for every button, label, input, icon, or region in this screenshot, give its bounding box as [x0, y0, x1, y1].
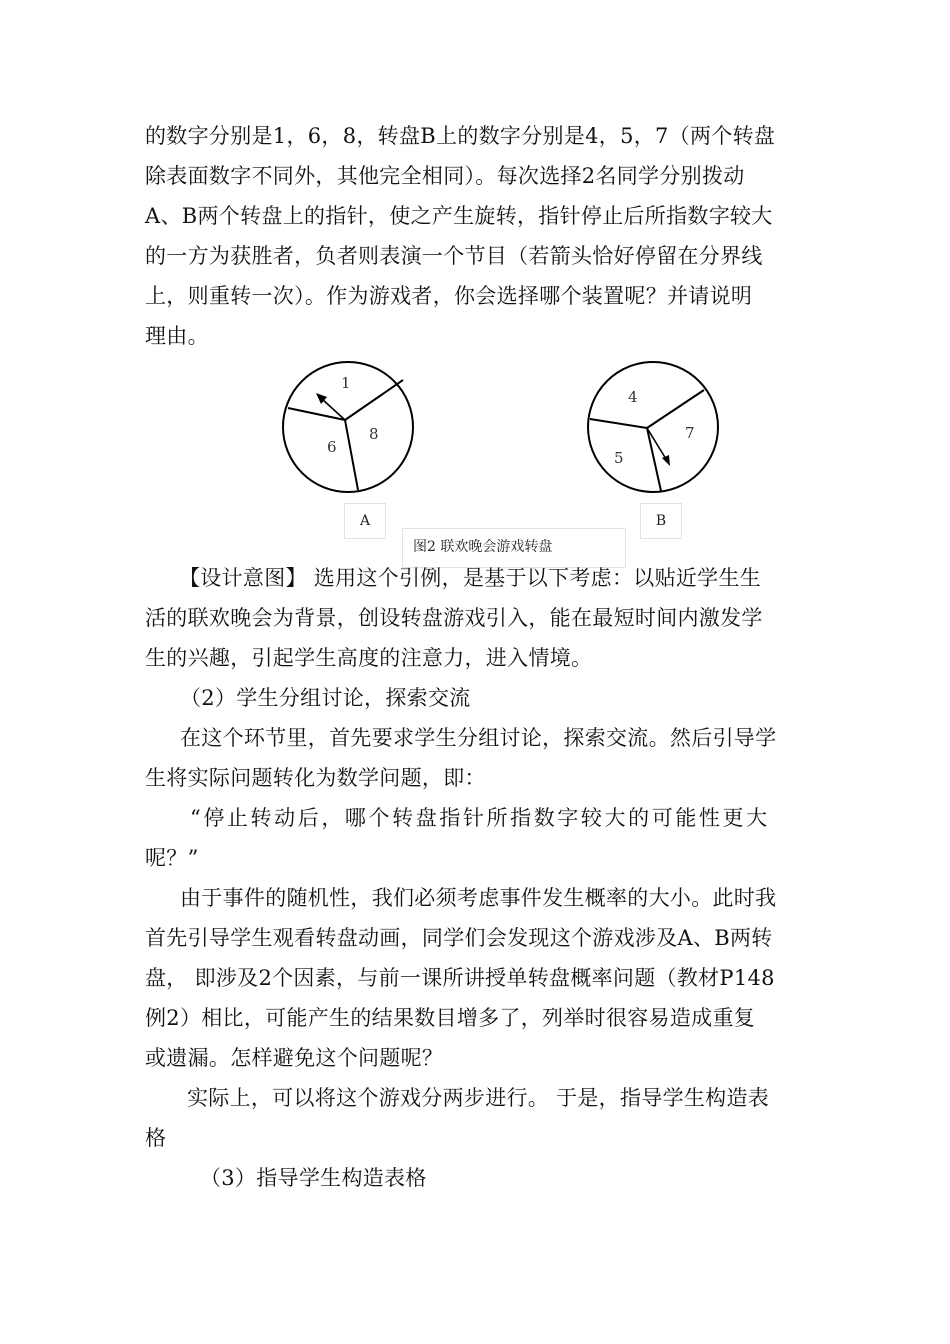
text-line: 的数字分别是1，6，8，转盘B上的数字分别是4，5，7（两个转盘: [145, 124, 776, 148]
text-line: A、B两个转盘上的指针，使之产生旋转，指针停止后所指数字较大: [145, 204, 773, 228]
wheel-a-label: A: [344, 503, 386, 539]
section-heading: （3）指导学生构造表格: [200, 1166, 427, 1190]
text-line: 的一方为获胜者，负者则表演一个节目（若箭头恰好停留在分界线: [145, 244, 763, 268]
text-line: 由于事件的随机性，我们必须考虑事件发生概率的大小。此时我: [180, 886, 777, 910]
text-line: 生将实际问题转化为数学问题，即：: [145, 766, 486, 790]
wheel-a-divider: [345, 380, 403, 420]
wheel-a-number: 6: [327, 438, 337, 456]
text-line: 理由。: [145, 324, 209, 348]
wheel-b-divider: [647, 428, 661, 491]
wheel-b-pointer-arrow-icon: [662, 455, 670, 466]
text-line: 格: [145, 1126, 167, 1150]
text-line: 除表面数字不同外，其他完全相同）。每次选择2名同学分别拨动: [145, 164, 745, 188]
text-line: 活的联欢晚会为背景，创设转盘游戏引入，能在最短时间内激发学: [145, 606, 763, 630]
wheel-b: [588, 362, 718, 492]
figure-caption: 图2 联欢晚会游戏转盘: [402, 528, 626, 568]
text-line: 实际上，可以将这个游戏分两步进行。 于是，指导学生构造表: [187, 1086, 770, 1110]
spinner-figure: [270, 355, 730, 570]
text-line: 【设计意图】 选用这个引例，是基于以下考虑：以贴近学生生: [179, 566, 762, 590]
wheel-b-number: 4: [628, 388, 638, 406]
wheel-a-number: 1: [341, 374, 351, 392]
text-line: “停止转动后，哪个转盘指针所指数字较大的可能性更大: [190, 806, 770, 830]
wheel-a: [283, 362, 413, 492]
text-line: 盘， 即涉及2个因素，与前一课所讲授单转盘概率问题（教材P148: [145, 966, 775, 990]
text-line: 在这个环节里，首先要求学生分组讨论，探索交流。然后引导学: [180, 726, 777, 750]
wheel-b-divider: [647, 390, 704, 428]
text-line: 首先引导学生观看转盘动画，同学们会发现这个游戏涉及A、B两转: [145, 926, 773, 950]
wheel-a-divider: [288, 408, 345, 420]
text-line: 生的兴趣，引起学生高度的注意力，进入情境。: [145, 646, 593, 670]
wheel-b-circle: [588, 362, 718, 492]
section-heading: （2）学生分组讨论，探索交流: [180, 686, 471, 710]
text-line: 或遗漏。怎样避免这个问题呢？: [145, 1046, 444, 1070]
wheel-b-label: B: [640, 503, 682, 539]
wheel-b-number: 5: [614, 449, 624, 467]
wheel-b-number: 7: [685, 424, 695, 442]
wheel-a-number: 8: [369, 425, 379, 443]
text-line: 上，则重转一次）。作为游戏者，你会选择哪个装置呢？并请说明: [145, 284, 753, 308]
wheel-a-divider: [345, 420, 358, 490]
text-line: 呢？”: [145, 846, 199, 870]
wheel-b-divider: [590, 419, 647, 428]
text-line: 例2）相比，可能产生的结果数目增多了，列举时很容易造成重复: [145, 1006, 756, 1030]
